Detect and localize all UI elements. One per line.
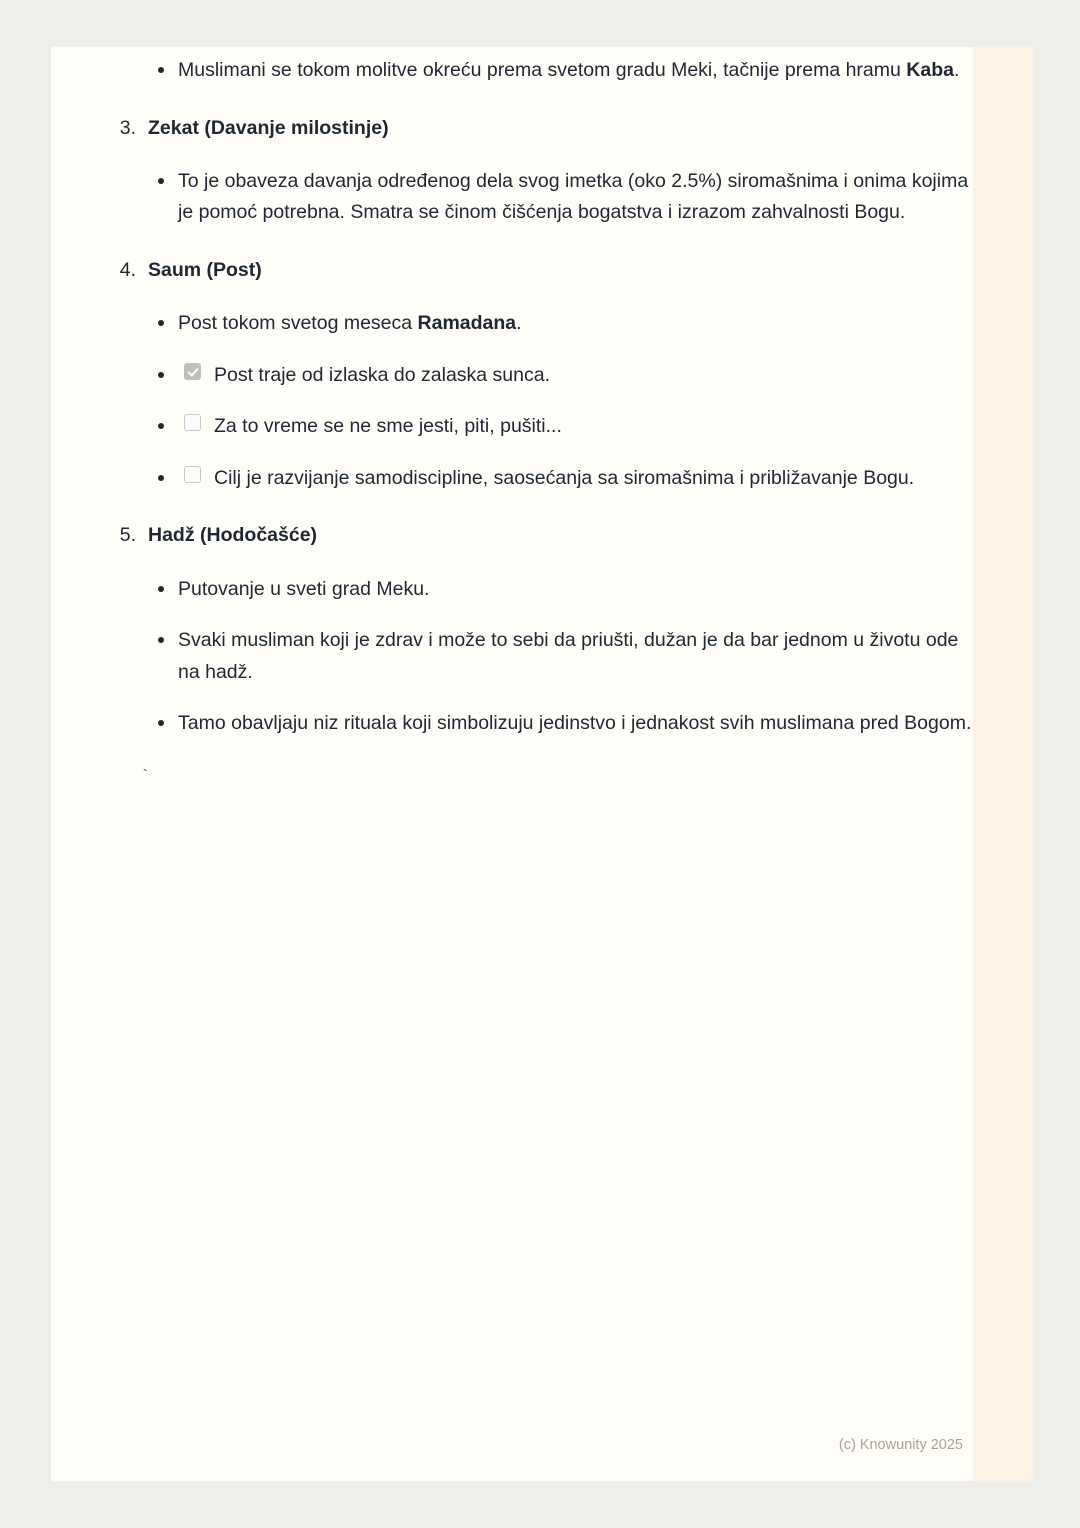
checkbox-unchecked-icon[interactable] [184,466,201,483]
bullet-dot-icon [158,720,164,726]
checkbox-checked-icon[interactable] [184,363,201,380]
bullet-dot-icon [158,178,164,184]
heading-text: Zekat (Davanje milostinje) [148,116,389,139]
emphasis-text: Ramadana [417,312,517,335]
list-item [96,308,976,340]
list-item [96,166,976,229]
body-text: Putovanje u sveti grad Meku. [178,577,430,600]
bullet-dot-icon [158,320,164,326]
page-edge-stripe [973,47,1033,1481]
checkbox-list-item[interactable] [96,463,976,495]
body-text: Cilj je razvijanje samodiscipline, saosećanja sa siromašnima i približavanje Bogu. [214,466,915,489]
list-number: 4. [119,258,136,281]
list-item [96,625,976,688]
body-text: Post traje od izlaska do zalaska sunca. [214,363,551,386]
heading-text: Hadž (Hodočašće) [148,524,318,547]
list-number: 5. [119,524,136,547]
list-item [96,708,976,740]
emphasis-text: Kaba [906,59,954,81]
checkbox-list-item[interactable] [96,411,976,443]
numbered-heading [96,113,976,144]
heading-text: Saum (Post) [148,258,262,281]
checkbox-unchecked-icon[interactable] [184,414,201,431]
numbered-heading [96,520,976,551]
numbered-heading [96,255,976,286]
bullet-dot-icon [158,423,164,429]
document-content [96,47,976,787]
list-item [96,55,976,87]
body-text: . [516,312,522,335]
list-number: 3. [119,116,136,139]
body-text: To je obaveza davanja određenog dela svog imetka (oko 2.5%) siromašnima i onima kojima je pomoć potrebna. Smatra se činom čišćenja bogatstva i izrazom zahvalnosti Bogu. [178,169,969,224]
bullet-dot-icon [158,637,164,643]
body-text: Za to vreme se ne sme jesti, piti, pušiti... [214,415,562,438]
document-page [51,47,1033,1481]
bullet-dot-icon [158,475,164,481]
body-text: Muslimani se tokom molitve okreću prema svetom gradu Meki, tačnije prema hramu [178,59,907,81]
body-text: Post tokom svetog meseca [178,312,418,335]
bullet-dot-icon [158,586,164,592]
list-item [96,574,976,606]
copyright-footer: (c) Knowunity 2025 [838,1437,963,1453]
bullet-dot-icon [158,67,164,73]
stray-backtick-text: ` [140,767,151,787]
body-text: Tamo obavljaju niz rituala koji simbolizuju jedinstvo i jednakost svih muslimana pred Bogom. [178,712,972,735]
bullet-dot-icon [158,372,164,378]
body-text: . [953,59,960,81]
checkbox-list-item[interactable] [96,360,976,392]
body-text: Svaki musliman koji je zdrav i može to sebi da priušti, dužan je da bar jednom u životu ode na hadž. [178,629,959,683]
